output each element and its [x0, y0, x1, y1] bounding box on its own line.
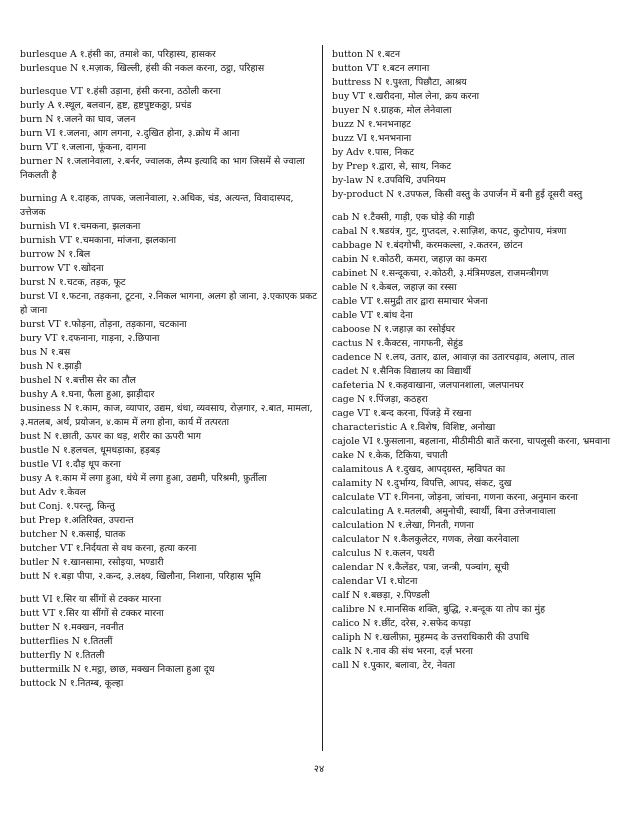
entry: bustle N १.हलचल, धूमधड़ाका, हड़बड़	[20, 445, 161, 456]
entry: calculus N १.कलन, पथरी	[332, 548, 435, 559]
entry: calculation N १.लेखा, गिनती, गणना	[332, 520, 474, 531]
entry: burn N १.जलने का घाव, जलन	[20, 114, 136, 125]
entry: calculating A १.मतलबी, अमुनोची, स्वार्थी, बिना उत्तेजनावाला	[332, 506, 556, 517]
entry: cable VT १.बांध देना	[332, 310, 413, 321]
entry: butt VT १.सिर या सींगों से टक्कर मारना	[20, 608, 164, 619]
entry: cabal N १.षडयंत्र, गुट, गुप्तदल, २.साज़िश, कपट, कुटोपाय, मंत्रणा	[332, 226, 567, 237]
entry: bustle VI १.दौड़ धूप करना	[20, 459, 121, 470]
entry: calculate VT १.गिनना, जोड़ना, जांचना, गणना करना, अनुमान करना	[332, 492, 578, 503]
entry: burly A १.स्थूल, बलवान, हृष्ट, हृष्टपुष्टकठ्ठा, प्रचंड	[20, 100, 192, 111]
entry: but Prep १.अतिरिक्त, उपरान्त	[20, 515, 134, 526]
entry: by Adv १.पास, निकट	[332, 147, 415, 158]
entry: buttress N १.पुश्ता, पिछौटा, आश्रय	[332, 77, 467, 88]
entry: butcher VT १.निर्दयता से वध करना, हत्या करना	[20, 543, 197, 554]
entry: burn VI १.जलना, आग लगना, २.दुखित होना, ३.क्रोध में आना	[20, 128, 240, 139]
entry: cadet N १.सैनिक विद्यालय का विद्यार्थी	[332, 366, 471, 377]
entry: cake N १.केक, टिकिया, चपाती	[332, 450, 448, 461]
entry: butterfly N १.तितली	[20, 650, 105, 661]
left-column	[20, 48, 320, 750]
entry: butcher N १.कसाई, घातक	[20, 529, 126, 540]
column-divider	[322, 45, 323, 751]
entry: bury VT १.दफनाना, गाड़ना, २.छिपाना	[20, 333, 160, 344]
entry: buzz N १.भनभनाहट	[332, 119, 411, 130]
entry: caboose N १.जहाज़ का रसोईघर	[332, 324, 455, 335]
entry: calk N १.नाव की संध भरना, दर्ज़ भरना	[332, 646, 473, 657]
entry: cabinet N १.सन्दूकचा, २.कोठरी, ३.मंत्रिमण्डल, राजमन्त्रीगण	[332, 268, 549, 279]
entry: calendar N १.कैलेंडर, पत्रा, जन्त्री, पञ्चांग, सूची	[332, 562, 510, 573]
entry: characteristic A १.विशेष, विशिष्ट, अनोखा	[332, 422, 496, 433]
entry: buy VT १.खरीदना, मोल लेना, क्रय करना	[332, 91, 480, 102]
entry: butt N १.बड़ा पीपा, २.कन्द, ३.लक्ष्य, खिलौना, निशाना, परिहास भूमि	[20, 571, 261, 582]
entry: calico N १.छींट, दरेस, २.सफेद कपड़ा	[332, 618, 471, 629]
entry: cage N १.पिंजड़ा, कठहरा	[332, 394, 428, 405]
entry: calculator N १.कैलकुलेटर, गणक, लेखा करनेवाला	[332, 534, 519, 545]
page-number: २४	[313, 764, 325, 775]
entry: bushel N १.बत्तीस सेर का तौल	[20, 375, 136, 386]
entry: caliph N १.खलीफ़ा, मुहम्मद के उत्तराधिकारी की उपाधि	[332, 632, 530, 643]
entry: cajole VI १.फुसलाना, बहलाना, मीठीमीठी बातें करना, चापलूसी करना, भ्रमवाना	[332, 436, 610, 447]
entry: calamity N १.दुर्भाग्य, विपत्ति, आपद, संकट, दुख	[332, 478, 512, 489]
entry: burlesque A १.हंसी का, तमाशे का, परिहास्य, हासकर	[20, 49, 216, 60]
entry: butter N १.मक्खन, नवनीत	[20, 622, 124, 633]
entry: calamitous A १.दुखद, आपद्ग्रस्त, म्हविपत का	[332, 464, 506, 475]
entry: cage VT १.बन्द करना, पिंजड़े में रखना	[332, 408, 472, 419]
entry: burlesque N १.मज़ाक, खिल्ली, हंसी की नकल करना, ठट्ठा, परिहास	[20, 63, 265, 74]
entry: butterflies N १.तितलीं	[20, 636, 113, 647]
entry: buzz VI १.भनभनाना	[332, 133, 412, 144]
entry: burning A १.दाहक, तापक, जलानेवाला, २.अधिक, चंड, अत्यन्त, विवादास्पद, उत्तेजक	[20, 193, 294, 218]
entry: busy A १.काम में लगा हुआ, धंधे में लगा हुआ, उद्यमी, परिश्रमी, फ़ुर्तीला	[20, 473, 267, 484]
entry: bush N १.झाड़ी	[20, 361, 82, 372]
entry: bust N १.छाती, ऊपर का धड़, शरीर का ऊपरी भाग	[20, 431, 201, 442]
entry: burnish VT १.चमकाना, मांजना, झलकाना	[20, 235, 176, 246]
entry: calendar VI १.घोटना	[332, 576, 418, 587]
entry: calibre N १.मानसिक शक्ति, बुद्धि, २.बन्दूक या तोप का मुंह	[332, 604, 546, 615]
entry: by-product N १.उपफल, किसी वस्तु के उपार्जन में बनी हुई दूसरी वस्तु	[332, 189, 583, 200]
entry: cab N १.टैक्सी, गाड़ी, एक घोड़े की गाड़ी	[332, 212, 475, 223]
entry: buttock N १.नितम्ब, कूल्हा	[20, 678, 124, 689]
entry: bus N १.बस	[20, 347, 71, 358]
entry: cabin N १.कोठरी, कमरा, जहाज़ का कमरा	[332, 254, 487, 265]
entry: business N १.काम, काज, व्यापार, उद्यम, धंधा, व्यवसाय, रोज़गार, २.बात, मामला, ३.मतलब, अर्थ, प्रयोजन, ४.काम में लगा होना, कार्य में तत्परता	[20, 403, 313, 428]
right-column	[332, 48, 632, 750]
entry: calf N १.बछड़ा, २.पिण्डली	[332, 590, 430, 601]
entry: butt VI १.सिर या सींगों से टक्कर मारना	[20, 594, 162, 605]
entry: burrow VT १.खोदना	[20, 263, 104, 274]
entry: cactus N १.कैक्टस, नागफनी, सेहुंड	[332, 338, 464, 349]
entry: cafeteria N १.कहवाखाना, जलपानशाला, जलपानघर	[332, 380, 524, 391]
entry: burrow N १.बिल	[20, 249, 91, 260]
entry: butler N १.खानसामा, रसोइया, भण्डारी	[20, 557, 164, 568]
entry: but Conj. १.परन्तु, किन्तु	[20, 501, 115, 512]
entry: burner N १.जलानेवाला, २.बर्नर, ज्वालक, लैम्प इत्यादि का भाग जिसमें से ज्वाला निकलती है	[20, 156, 305, 181]
entry: burnish VI १.चमकना, झलकना	[20, 221, 141, 232]
entry: but Adv १.केवल	[20, 487, 86, 498]
entry: burlesque VT १.हंसी उड़ाना, हंसी करना, ठठोली करना	[20, 86, 221, 97]
entry: burst VI १.फटना, तड़कना, टूटना, २.निकल भागना, अलग हो जाना, ३.एकाएक प्रकट हो जाना	[20, 291, 317, 316]
entry: by-law N १.उपविधि, उपनियम	[332, 175, 446, 186]
entry: burst N १.चटक, तड़क, फूट	[20, 277, 126, 288]
entry: call N १.पुकार, बलावा, टेर, नेवता	[332, 660, 456, 671]
entry: buyer N १.ग्राहक, मोल लेनेवाला	[332, 105, 452, 116]
entry: buttermilk N १.मट्ठा, छाछ, मक्खन निकाला हुआ दूध	[20, 664, 215, 675]
entry: cadence N १.लय, उतार, ढाल, आवाज़ का उतारचढ़ाव, अलाप, ताल	[332, 352, 575, 363]
entry: burst VT १.फोड़ना, तोड़ना, तड़काना, चटकाना	[20, 319, 187, 330]
entry: button VT १.बटन लगाना	[332, 63, 430, 74]
entry: cable N १.केबल, जहाज़ का रस्सा	[332, 282, 457, 293]
entry: button N १.बटन	[332, 49, 400, 60]
entry: cable VT १.समुद्री तार द्वारा समाचार भेजना	[332, 296, 488, 307]
entry: by Prep १.द्वारा, से, साथ, निकट	[332, 161, 452, 172]
entry: cabbage N १.बंदगोभी, करमकल्ला, २.कतरन, छांटन	[332, 240, 523, 251]
entry: bushy A १.घना, फैला हुआ, झाड़ीदार	[20, 389, 155, 400]
entry: burn VT १.जलाना, फूंकना, दागना	[20, 142, 147, 153]
